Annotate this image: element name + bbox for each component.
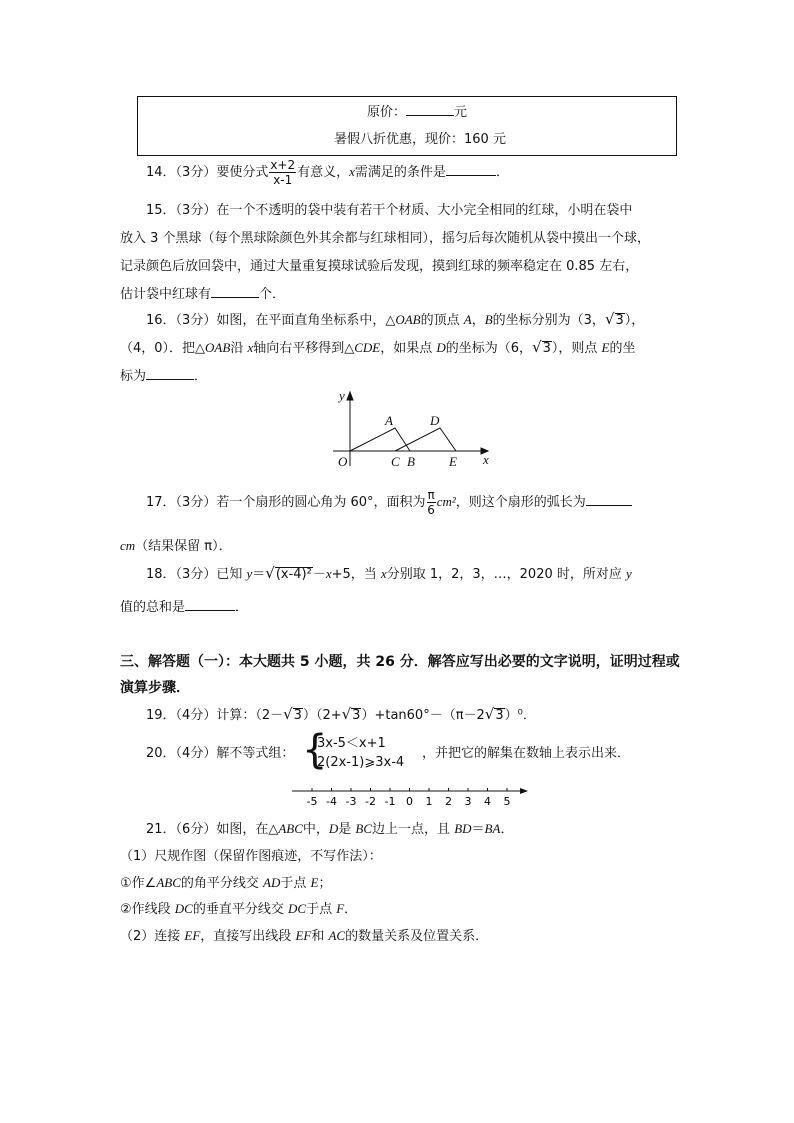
- question-16-line2: （4，0）．把△OAB沿 x轴向右平移得到△CDE，如果点 D的坐标为（6，√3），则点 E的坐: [120, 338, 636, 356]
- number-line-label: -5: [306, 795, 318, 808]
- answer-blank[interactable]: [446, 163, 496, 176]
- triangle-cde: [395, 428, 456, 451]
- question-17-line1: 17．（3分）若一个扇形的圆心角为 60°，面积为 $\frac{\pi}{6}$ cm²，则这个扇形的弧长为: [146, 488, 632, 517]
- question-17-line2: cm（结果保留 π）．: [120, 538, 232, 554]
- number-line-label: -2: [365, 795, 376, 808]
- label-c: C: [391, 454, 400, 469]
- price-box-line2: 暑假八折优惠，现价：160 元: [334, 132, 506, 147]
- sqrt-sign: √: [341, 705, 352, 723]
- answer-blank[interactable]: [185, 598, 235, 611]
- inequality-2: 2(2x-1)⩾3x-4: [317, 755, 405, 770]
- question-15-line2: 放入 3 个黑球（每个黑球除颜色外其余都与红球相同），摇匀后每次随机从袋中摸出一个球，: [120, 231, 651, 246]
- price-box-line1: 原价： 元: [367, 105, 468, 120]
- fraction: $\frac{x+2}{x-1}$: [270, 158, 296, 187]
- y-axis-arrow: [347, 392, 353, 400]
- number-line-label: 4: [484, 795, 491, 808]
- number-line-label: 0: [406, 795, 413, 808]
- number-line-label: -1: [384, 795, 396, 808]
- sqrt-sign: √: [283, 705, 293, 723]
- sqrt-sign: √: [604, 310, 615, 328]
- sqrt-sign: √: [532, 338, 542, 356]
- label-a: A: [385, 413, 393, 428]
- coordinate-figure: [325, 388, 500, 470]
- label-e: E: [449, 454, 457, 469]
- price-box: [137, 96, 677, 156]
- answer-blank[interactable]: [586, 493, 632, 506]
- question-21-line1: 21．（6分）如图，在△ABC中，D是 BC边上一点，且 BD＝BA．: [146, 821, 514, 837]
- answer-blank[interactable]: [406, 103, 454, 116]
- question-15-line3: 记录颜色后放回袋中，通过大量重复摸球试验后发现，摸到红球的频率稳定在 0.85 左右，: [120, 259, 639, 274]
- number-line-label: -3: [345, 795, 357, 808]
- question-21-line4: ②作线段 DC的垂直平分线交 DC于点 F．: [120, 901, 358, 917]
- question-15-line4: 估计袋中红球有 个．: [120, 287, 286, 302]
- sqrt-sign: √: [484, 705, 495, 723]
- question-19: 19．（4分）计算：（2－√3）（2+√3）+tan60°－（π－2√3）⁰．: [146, 705, 536, 723]
- answer-blank[interactable]: [146, 367, 194, 380]
- question-15-line1: 15．（3分）在一个不透明的袋中装有若干个材质、大小完全相同的红球，小明在袋中: [146, 203, 633, 218]
- number-line-arrow: [520, 788, 528, 794]
- question-21-line5: （2）连接 EF，直接写出线段 EF和 AC的数量关系及位置关系．: [120, 928, 489, 944]
- question-18-line1: 18．（3分）已知 y＝√(x-4)²－x+5，当 x分别取 1，2，3，…，2020 时，所对应 y: [146, 564, 632, 582]
- label-d: D: [430, 413, 440, 428]
- question-20-prefix: 20．（4分）解不等式组：: [146, 746, 295, 761]
- label-o: O: [338, 454, 348, 469]
- question-20-suffix: ，并把它的解集在数轴上表示出来．: [422, 746, 631, 761]
- sqrt-sign: √: [265, 564, 275, 582]
- question-16-line3: 标为 ．: [120, 369, 208, 384]
- label-x: x: [483, 452, 489, 467]
- question-14: 14．（3分）要使分式 $\frac{x+2}{x-1}$ 有意义，x需满足的条件是 ．: [146, 158, 509, 187]
- number-line-label: 2: [445, 795, 452, 808]
- number-line-label: 3: [464, 795, 472, 808]
- question-21-line3: ①作∠ABC的角平分线交 AD于点 E；: [120, 875, 332, 891]
- section-3-heading-line2: 演算步骤．: [120, 680, 190, 696]
- question-16-line1: 16．（3分）如图，在平面直角坐标系中，△OAB的顶点 A，B的坐标分别为（3，√3），: [146, 310, 645, 328]
- brace: {: [302, 727, 328, 773]
- section-3-heading-line1: 三、解答题（一）：本大题共 5 小题，共 26 分．解答应写出必要的文字说明，证明过程或: [120, 654, 680, 670]
- answer-blank[interactable]: [211, 285, 259, 298]
- label-y: y: [339, 388, 345, 403]
- number-line-label: 5: [503, 795, 511, 808]
- fraction: $\frac{\pi}{6}$: [427, 488, 435, 517]
- inequality-1: 3x-5＜x+1: [317, 736, 386, 751]
- label-b: B: [407, 454, 415, 469]
- question-21-line2: （1）尺规作图（保留作图痕迹，不写作法）：: [120, 849, 382, 864]
- number-line-label: -4: [326, 795, 337, 808]
- question-18-line2: 值的总和是 ．: [120, 600, 249, 615]
- number-line-label: 1: [425, 795, 433, 808]
- number-line: [290, 784, 530, 810]
